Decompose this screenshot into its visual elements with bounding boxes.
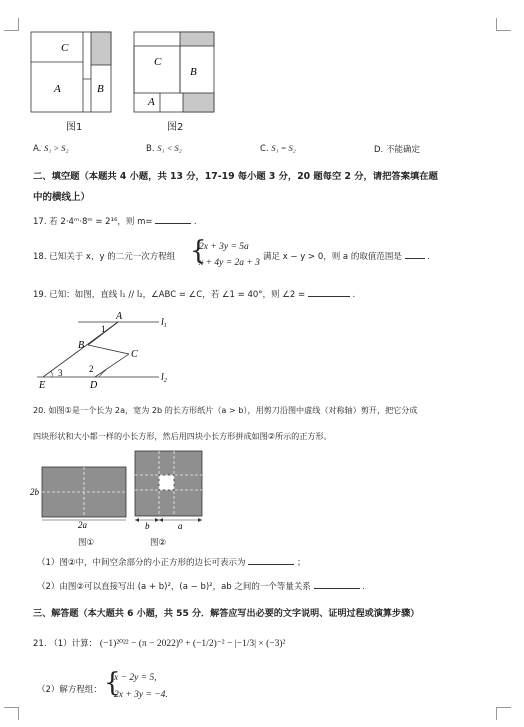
- q21-brace: {: [104, 668, 121, 698]
- q21-expression: (−1)²⁰²² − (π − 2022)⁰ + (−1/2)⁻² − |−1/3| × (−3)²: [99, 639, 286, 649]
- q19-answer-blank[interactable]: [308, 296, 350, 297]
- question-21-part2: （2）解方程组：: [37, 685, 102, 695]
- question-20-line2: 四块形状和大小都一样的小长方形，然后用四块小长方形拼成如图②所示的正方形。: [33, 431, 332, 441]
- fig2-caption: 图2: [167, 122, 184, 133]
- figure-squares: [28, 30, 228, 135]
- q16-option-b[interactable]: B. S₁ < S₂: [146, 143, 182, 154]
- q19-angle-1: 1: [101, 324, 106, 334]
- fig2-label-c: C: [154, 56, 162, 68]
- q20-figure-2: [135, 451, 202, 531]
- q20-sub2-answer-blank[interactable]: [314, 588, 360, 589]
- q20-sub2: （2）由图②可以直接写出 (a + b)²，(a − b)²，ab 之间的一个等量关系 .: [37, 582, 365, 592]
- q20-figures: [30, 445, 215, 545]
- fig1-label-c: C: [61, 42, 69, 54]
- q19-label-b: B: [78, 340, 85, 351]
- fig1-label-a: A: [54, 83, 61, 95]
- question-19: 19. 已知：如图，直线 l₁ // l₂，∠ABC = ∠C，若 ∠1 = 40°，则 ∠2 = .: [33, 290, 356, 300]
- q20-fig1-caption: 图①: [78, 538, 95, 548]
- q19-angle-3: 3: [58, 368, 63, 378]
- q20-fig2-b-label: b: [145, 521, 150, 531]
- q18-condition: 满足 x − y > 0，则 a 的取值范围是 .: [263, 252, 430, 262]
- question-17: 17. 若 2·4ᵐ·8ᵐ = 2¹⁶，则 m= .: [33, 217, 197, 227]
- question-18: 18. 已知关于 x，y 的二元一次方程组: [33, 252, 176, 262]
- q20-fig1-left-label: 2b: [30, 487, 39, 497]
- q20-fig2-caption: 图②: [150, 538, 167, 548]
- section-3-title: 三、解答题（本大题共 6 小题，共 55 分．解答应写出必要的文字说明、证明过程或演算步骤）: [33, 609, 420, 619]
- q20-sub1-answer-blank[interactable]: [248, 564, 294, 565]
- section-2-title-line2: 中的横线上）: [33, 192, 91, 203]
- q19-figure: [33, 308, 178, 393]
- crop-mark-bottom-left: [4, 707, 19, 720]
- q21-equation-1: x − 2y = 5,: [114, 673, 157, 683]
- q18-answer-blank[interactable]: [405, 258, 425, 259]
- figure-2: [134, 32, 214, 112]
- q16-option-d[interactable]: D. 不能确定: [374, 145, 420, 155]
- section-2-title-line1: 二、填空题（本题共 4 小题，共 13 分，17-19 每小题 3 分，20 题每空 2 分，请把答案填在题: [33, 171, 438, 182]
- q21-equation-2: 2x + 3y = −4.: [114, 690, 168, 700]
- q19-angle-2: 2: [89, 364, 94, 374]
- fig1-label-b: B: [97, 83, 104, 95]
- q18-equation-1: 2x + 3y = 5a: [199, 242, 249, 252]
- q20-figure-1: [30, 467, 126, 530]
- crop-mark-bottom-right: [496, 707, 511, 720]
- fig2-label-a: A: [148, 96, 155, 108]
- q17-answer-blank[interactable]: [155, 223, 191, 224]
- question-21-part1: 21. （1）计算： (−1)²⁰²² − (π − 2022)⁰ + (−1/2)⁻² − |−1/3| × (−3)²: [33, 639, 286, 649]
- crop-mark-top-left: [4, 18, 19, 31]
- fig1-caption: 图1: [66, 122, 83, 133]
- crop-mark-top-right: [496, 18, 511, 31]
- q16-option-a[interactable]: A. S₁ > S₂: [33, 143, 69, 154]
- q19-label-l2: $l_2$: [161, 372, 167, 384]
- figure-1: [31, 32, 111, 112]
- q19-label-c: C: [131, 349, 138, 360]
- q20-fig1-bottom-label: 2a: [78, 520, 87, 530]
- q19-label-e: E: [39, 380, 46, 391]
- fig2-label-b: B: [190, 66, 197, 78]
- question-20-line1: 20. 如图①是一个长为 2a，宽为 2b 的长方形纸片（a > b），用剪刀沿图中虚线（对称轴）剪开，把它分成: [33, 405, 418, 415]
- q19-label-a: A: [116, 311, 123, 322]
- q18-equation-2: x + 4y = 2a + 3: [199, 258, 260, 268]
- q20-sub1: （1）图②中，中间空余部分的小正方形的边长可表示为 ；: [37, 558, 306, 568]
- q19-label-l1: $l_1$: [161, 317, 167, 329]
- q18-brace: {: [190, 236, 207, 266]
- q16-option-c[interactable]: C. S₁ = S₂: [260, 143, 296, 154]
- q20-fig2-a-label: a: [178, 521, 183, 531]
- q19-label-d: D: [90, 380, 98, 391]
